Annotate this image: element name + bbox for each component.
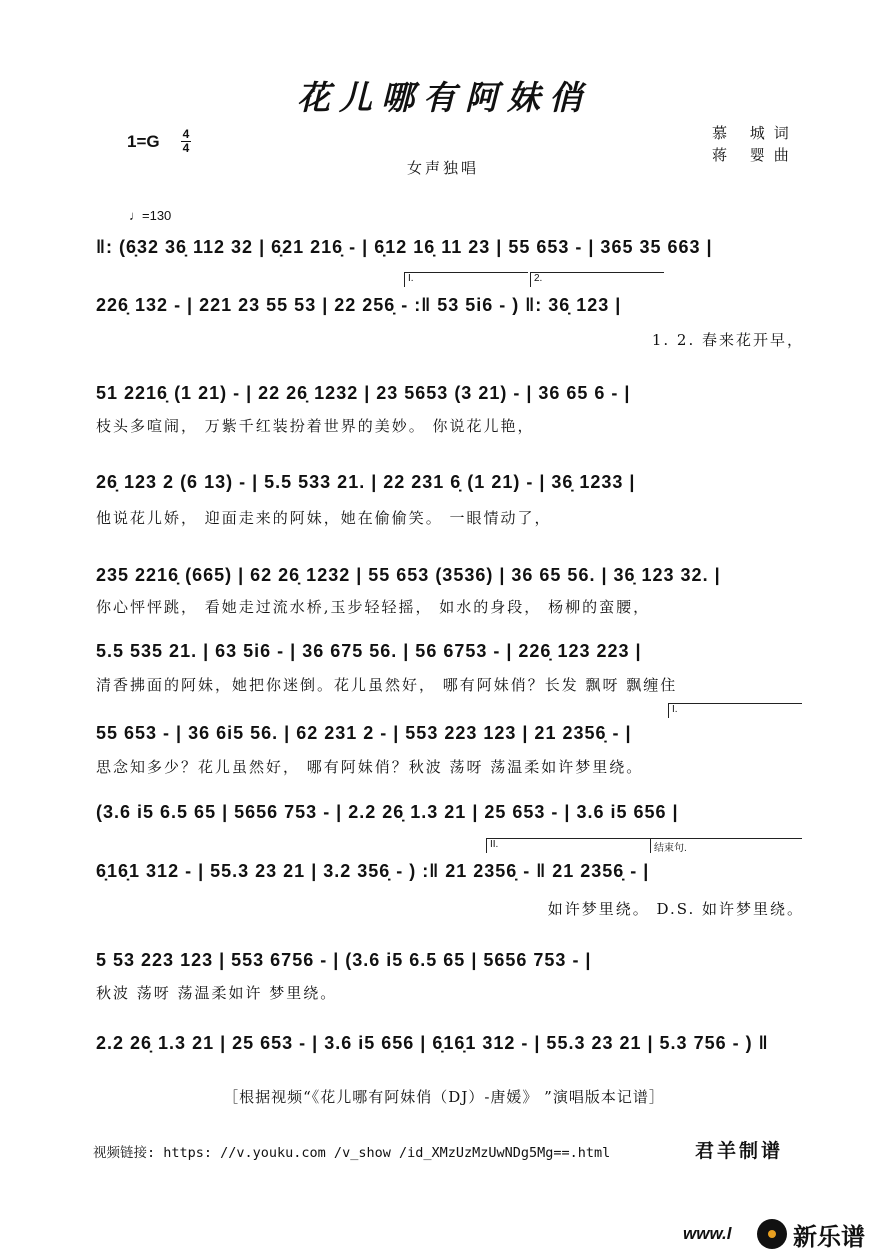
staff-notes: 226̣ 132 - | 221 23 55 53 | 22 256̣ - :‖ 53 5i6 - ) ‖: 36̣ 123 | <box>96 294 622 315</box>
staff-notes: 6̣16̣1 312 - | 55.3 23 21 | 3.2 356̣ - ) :‖ 21 2356̣ - ‖ 21 2356̣ - | <box>96 860 650 881</box>
staff-row-2 <box>0 290 888 324</box>
song-title: 花儿哪有阿妹俏 <box>297 78 591 117</box>
key-signature: 1=G <box>127 132 160 151</box>
lyric-line: 枝头多喧闹， 万紫千红装扮着世界的美妙。 你说花儿艳， <box>96 417 535 435</box>
video-link: 视频链接: https: //v.youku.com /v_show /id_XMzUzMzUwNDg5Mg==.html <box>93 1145 611 1161</box>
staff-notes: 26̣ 123 2 (6 13) - | 5.5 533 21. | 22 231 6̣ (1 21) - | 36̣ 1233 | <box>96 471 636 492</box>
volta-first: I. <box>404 272 528 287</box>
staff-row-3 <box>0 378 888 412</box>
time-signature-bottom: 4 <box>182 141 190 155</box>
time-signature-top: 4 <box>182 127 190 141</box>
volta-roman-2: II. <box>486 838 650 853</box>
lyric-line: 你心怦怦跳， 看她走过流水桥,玉步轻轻摇， 如水的身段， 杨柳的蛮腰， <box>96 598 651 616</box>
staff-row-6 <box>0 636 888 670</box>
staff-row-7 <box>0 718 888 752</box>
time-signature <box>181 128 191 155</box>
brand-name: 新乐谱 <box>793 1223 865 1251</box>
lyric-line: 清香拂面的阿妹，她把你迷倒。花儿虽然好， 哪有阿妹俏？长发 飘呀 飘缠住 <box>96 676 678 694</box>
source-note: ［根据视频“《花儿哪有阿妹俏（DJ）-唐媛》 ”演唱版本记谱］ <box>223 1088 665 1106</box>
volta-second: 2. <box>530 272 664 287</box>
site-url: www.l <box>683 1224 732 1243</box>
staff-notes: ‖: (6̣32 36̣ 112 32 | 6̣21 216̣ - | 6̣12 16̣ 11 23 | 55 653 - | 365 35 663 | <box>96 236 713 257</box>
performance-type: 女声独唱 <box>407 159 480 177</box>
lyric-line: 秋波 荡呀 荡温柔如许 梦里绕。 <box>96 984 338 1002</box>
lyric-line: 思念知多少？花儿虽然好， 哪有阿妹俏？秋波 荡呀 荡温柔如许梦里绕。 <box>96 758 644 776</box>
lyric-line: 如许梦里绕。 D.S. 如许梦里绕。 <box>547 900 804 918</box>
staff-notes: 55 653 - | 36 6i5 56. | 62 231 2 - | 553 223 123 | 21 2356̣ - | <box>96 722 632 743</box>
transcriber-seal: 君羊制谱 <box>695 1140 784 1162</box>
staff-row-5 <box>0 560 888 594</box>
staff-row-1 <box>0 232 888 266</box>
lyricist-credit: 慕 城词 <box>712 124 798 142</box>
staff-notes: 2.2 26̣ 1.3 21 | 25 653 - | 3.6 i5 656 | 6̣16̣1 312 - | 55.3 23 21 | 5.3 756 - ) ‖ <box>96 1032 769 1053</box>
staff-row-9 <box>0 856 888 890</box>
staff-notes: 5 53 223 123 | 553 6756 - | (3.6 i5 6.5 65 | 5656 753 - | <box>96 949 592 970</box>
lyric-line: 1. 2. 春来花开早， <box>651 331 804 349</box>
staff-row-11 <box>0 1028 888 1062</box>
vinyl-logo-icon <box>757 1219 787 1249</box>
staff-notes: 5.5 535 21. | 63 5i6 - | 36 675 56. | 56 6753 - | 226̣ 123 223 | <box>96 640 642 661</box>
staff-row-4 <box>0 467 888 501</box>
volta-roman-1: I. <box>668 703 802 718</box>
lyric-line: 他说花儿娇， 迎面走来的阿妹，她在偷偷笑。 一眼情动了， <box>96 509 552 527</box>
staff-notes: 51 2216̣ (1 21) - | 22 26̣ 1232 | 23 5653 (3 21) - | 36 65 6 - | <box>96 382 631 403</box>
staff-row-10 <box>0 945 888 979</box>
ending-label: 结束句. <box>650 838 802 853</box>
staff-notes: (3.6 i5 6.5 65 | 5656 753 - | 2.2 26̣ 1.3 21 | 25 653 - | 3.6 i5 656 | <box>96 801 679 822</box>
tempo-marking: ♩=130 <box>129 208 172 223</box>
composer-credit: 蒋 婴曲 <box>712 146 798 164</box>
staff-row-8 <box>0 797 888 831</box>
staff-notes: 235 2216̣ (665) | 62 26̣ 1232 | 55 653 (3536) | 36 65 56. | 36̣ 123 32. | <box>96 564 721 585</box>
